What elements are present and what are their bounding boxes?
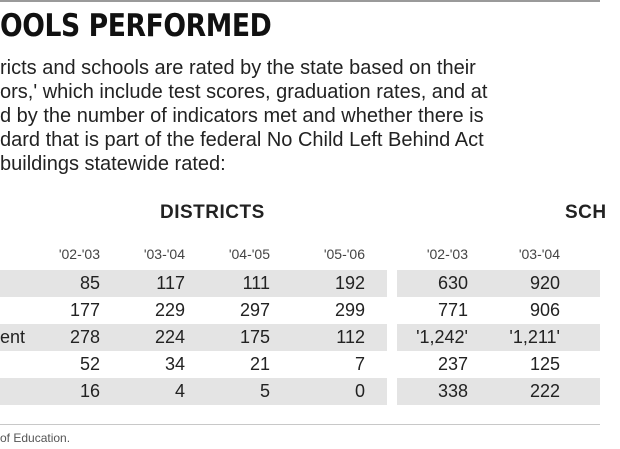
table-cell: 177 — [69, 300, 100, 320]
table-cell: 16 — [79, 381, 100, 401]
source-note: of Education. — [0, 431, 71, 445]
table-cell: '1,242' — [416, 327, 468, 347]
table-cell: 0 — [354, 381, 365, 401]
schools-header: SCH — [565, 202, 607, 223]
table-cell: 112 — [336, 327, 365, 347]
table-cell: '1,211' — [509, 327, 560, 347]
table-row — [0, 270, 600, 297]
year-header: '05-'06 — [323, 246, 365, 262]
intro-line: buildings statewide rated: — [0, 153, 226, 175]
year-header: '02-'03 — [58, 246, 100, 262]
table-cell: 630 — [437, 273, 468, 293]
table-row — [0, 378, 600, 405]
table-cell: 52 — [79, 354, 100, 374]
table-row — [0, 324, 600, 351]
year-header: '02-'03 — [426, 246, 468, 262]
table-cell: 222 — [529, 381, 560, 401]
districts-header: DISTRICTS — [160, 202, 265, 223]
year-header: '03-'04 — [143, 246, 185, 262]
row-label: ent — [0, 327, 26, 347]
table-cell: 21 — [249, 354, 270, 374]
table-cell: 237 — [437, 354, 468, 374]
column-gap — [387, 270, 397, 297]
year-header: '04-'05 — [228, 246, 270, 262]
intro-line: ricts and schools are rated by the state based on their — [0, 57, 476, 79]
table-cell: 34 — [164, 354, 185, 374]
table-cell: 117 — [156, 273, 185, 293]
table-cell: 192 — [334, 273, 365, 293]
table-cell: 111 — [242, 273, 270, 293]
year-header: '03-'04 — [518, 246, 560, 262]
table-cell: 7 — [354, 354, 365, 374]
intro-paragraph — [0, 56, 620, 176]
table-cell: 920 — [529, 273, 560, 293]
table-row — [0, 297, 600, 324]
table-cell: 5 — [259, 381, 270, 401]
table-cell: 85 — [79, 273, 100, 293]
table-cell: 906 — [529, 300, 560, 320]
table-row — [0, 351, 600, 378]
top-rule — [0, 0, 600, 2]
table-cell: 338 — [437, 381, 468, 401]
table-cell: 299 — [334, 300, 365, 320]
bottom-rule — [0, 424, 600, 425]
table-cell: 229 — [154, 300, 185, 320]
table-cell: 771 — [437, 300, 468, 320]
table-cell: 224 — [154, 327, 185, 347]
table-cell: 125 — [529, 354, 560, 374]
column-gap — [387, 324, 397, 351]
table-cell: 297 — [239, 300, 270, 320]
column-gap — [387, 378, 397, 405]
intro-line: ors,' which include test scores, graduation rates, and at — [0, 81, 488, 103]
table-cell: 4 — [174, 381, 185, 401]
table-cell: 278 — [69, 327, 100, 347]
page-title: OOLS PERFORMED — [0, 8, 272, 44]
intro-line: d by the number of indicators met and whether there is — [0, 105, 484, 127]
intro-line: dard that is part of the federal No Child Left Behind Act — [0, 129, 484, 151]
table-cell: 175 — [239, 327, 270, 347]
